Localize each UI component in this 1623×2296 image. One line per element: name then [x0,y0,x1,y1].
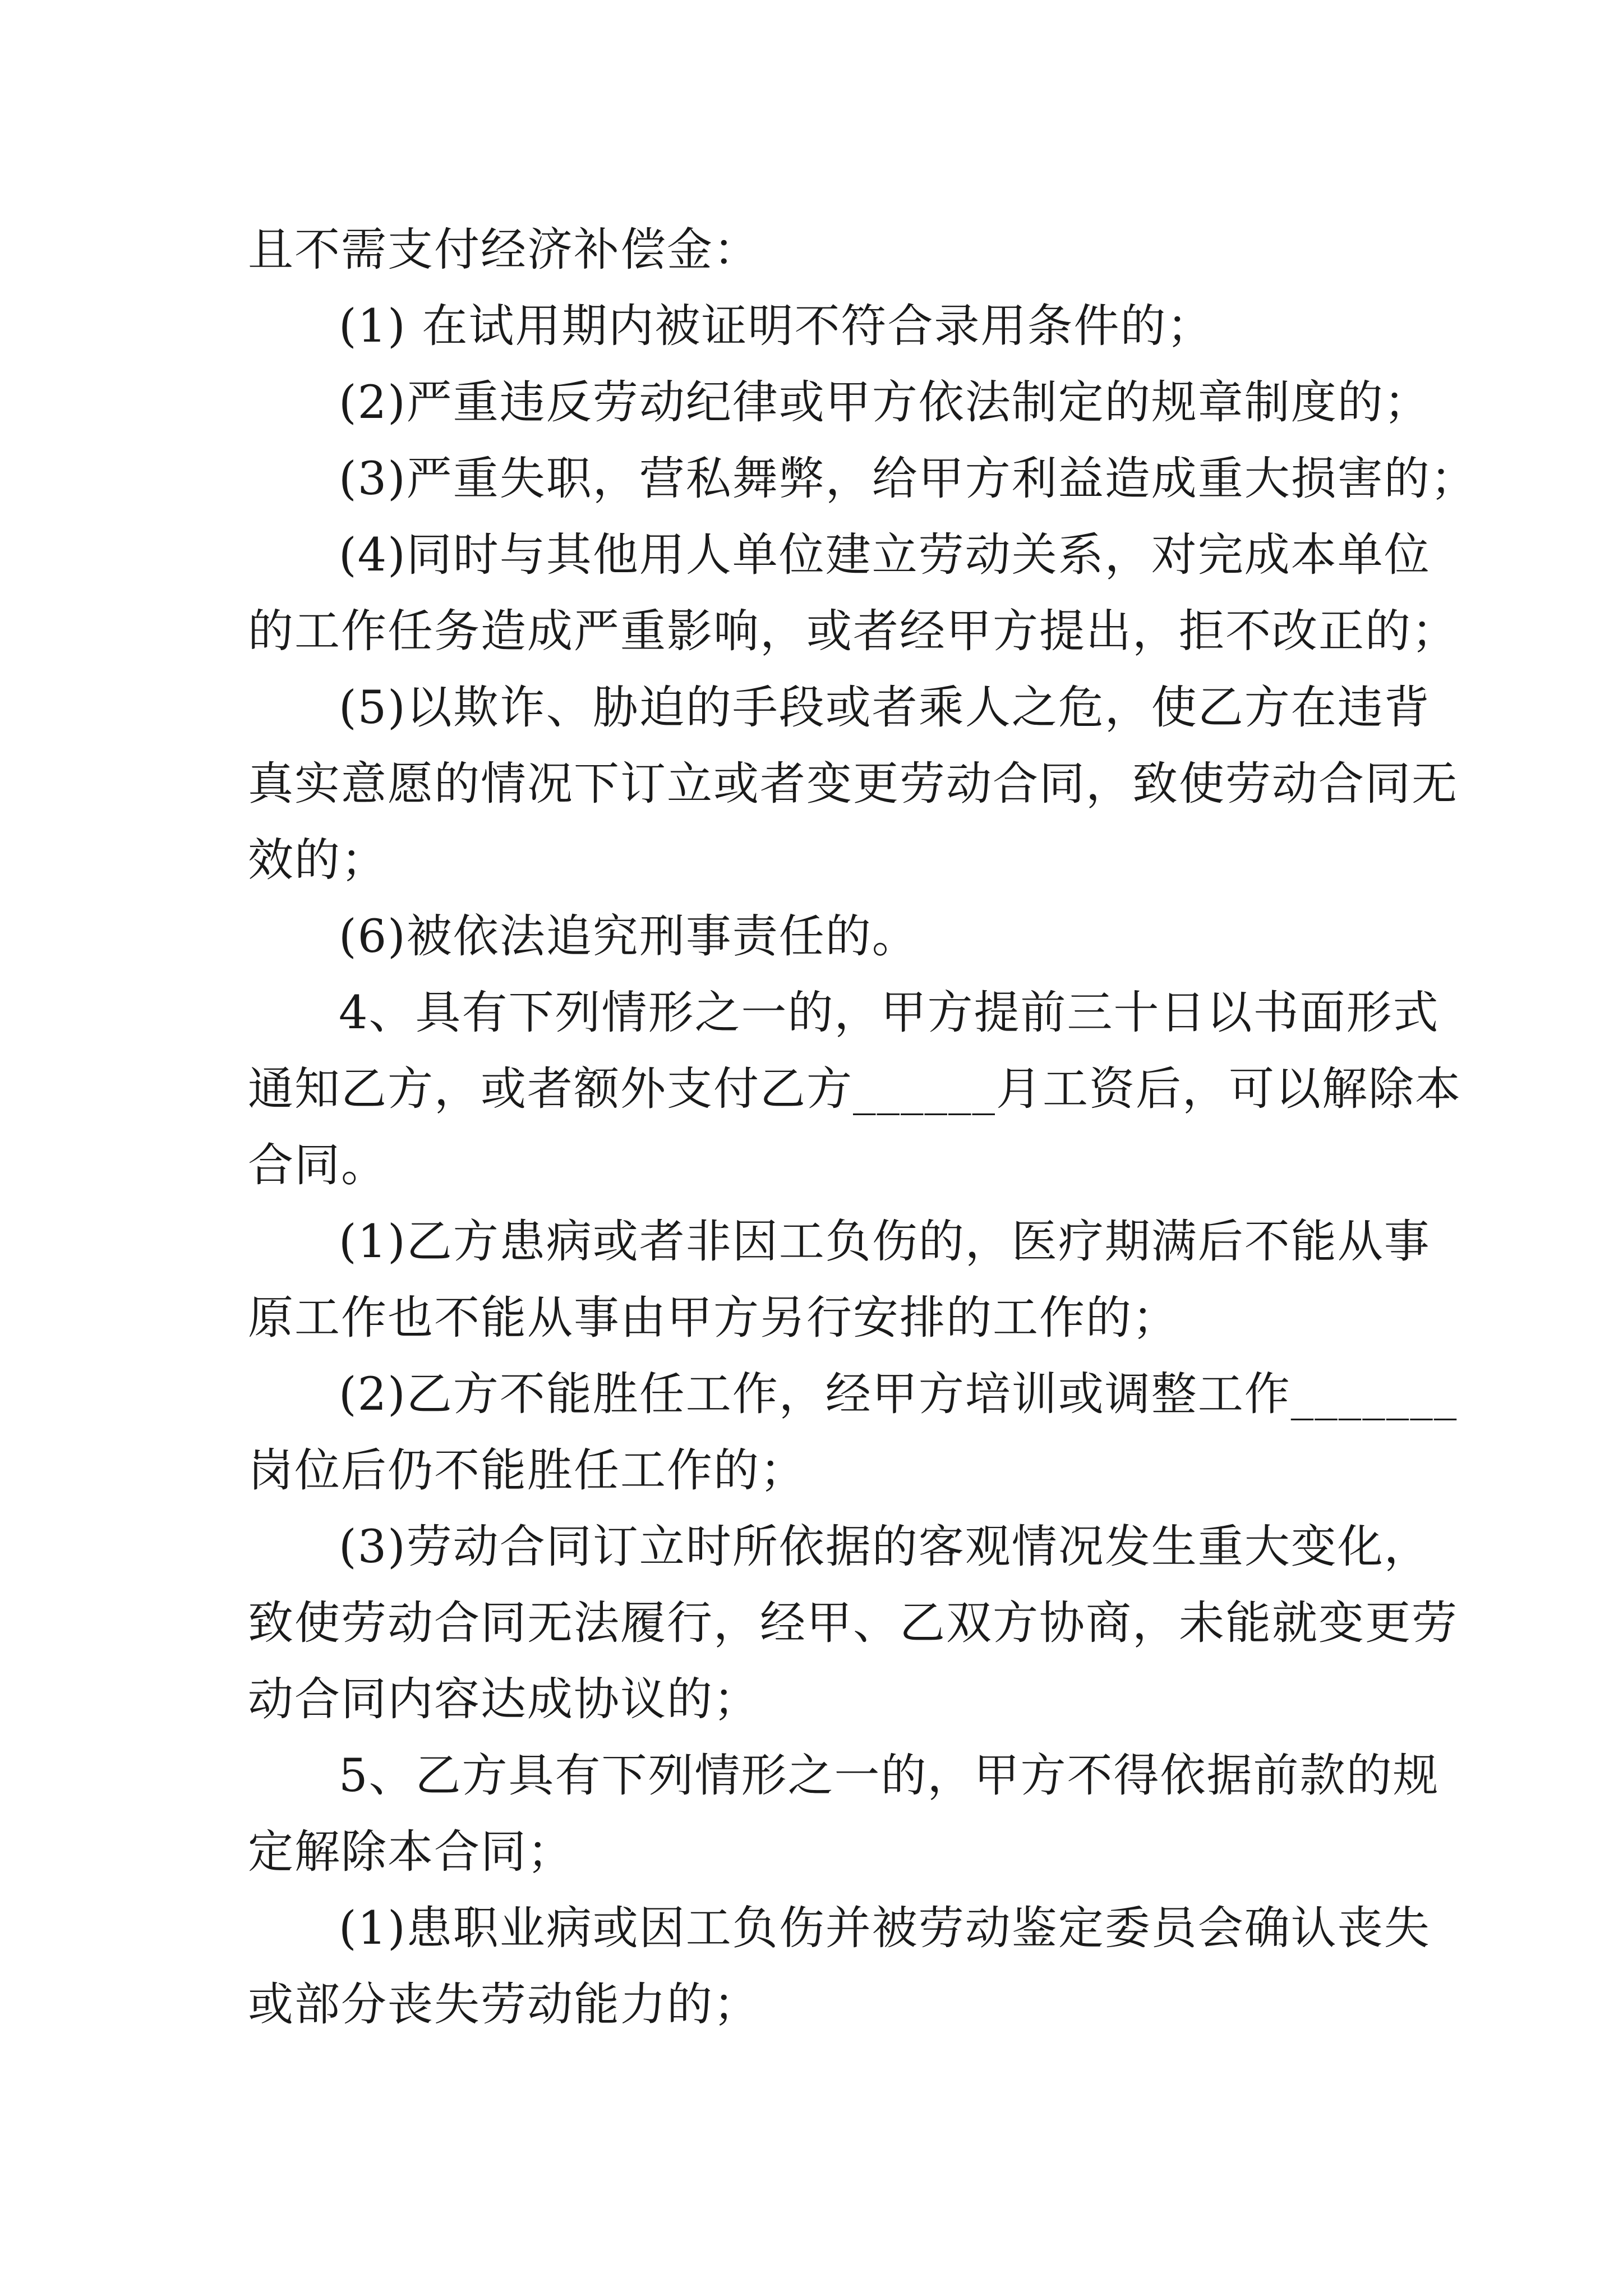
document-body [248,212,1477,2043]
text-line: (2)乙方不能胜任工作，经甲方培训或调整工作_______ [339,1368,1458,1421]
text-line: (1)乙方患病或者非因工负伤的，医疗期满后不能从事 [339,1216,1431,1268]
text-line: 定解除本合同； [248,1826,574,1879]
text-line: 真实意愿的情况下订立或者变更劳动合同，致使劳动合同无 [248,758,1459,811]
text-line: 致使劳动合同无法履行，经甲、乙双方协商，未能就变更劳 [248,1597,1459,1650]
text-line: (1)患职业病或因工负伤并被劳动鉴定委员会确认丧失 [339,1902,1431,1955]
text-line: (3)劳动合同订立时所依据的客观情况发生重大变化， [339,1521,1431,1573]
text-line: 合同。 [248,1139,388,1192]
text-line: (5)以欺诈、胁迫的手段或者乘人之危，使乙方在违背 [339,682,1431,734]
text-line: 效的； [248,834,388,887]
text-line: 且不需支付经济补偿金： [248,224,760,277]
text-line: 原工作也不能从事由甲方另行安排的工作的； [248,1292,1179,1345]
text-line: (1) 在试用期内被证明不符合录用条件的； [339,300,1214,353]
text-line: 的工作任务造成严重影响，或者经甲方提出，拒不改正的； [248,605,1459,658]
text-line: (4)同时与其他用人单位建立劳动关系，对完成本单位 [339,529,1431,582]
text-line: (3)严重失职，营私舞弊，给甲方利益造成重大损害的； [339,453,1477,505]
text-line: 或部分丧失劳动能力的； [248,1978,760,2031]
text-line: (6)被依法追究刑事责任的。 [339,910,919,963]
text-line: 岗位后仍不能胜任工作的； [248,1444,807,1497]
text-line: 动合同内容达成协议的； [248,1673,760,1726]
text-line: 4、具有下列情形之一的，甲方提前三十日以书面形式 [339,987,1440,1039]
text-line: 通知乙方，或者额外支付乙方______月工资后，可以解除本 [248,1063,1462,1116]
text-line: (2)严重违反劳动纪律或甲方依法制定的规章制度的； [339,376,1431,429]
text-line: 5、乙方具有下列情形之一的，甲方不得依据前款的规 [339,1750,1440,1802]
